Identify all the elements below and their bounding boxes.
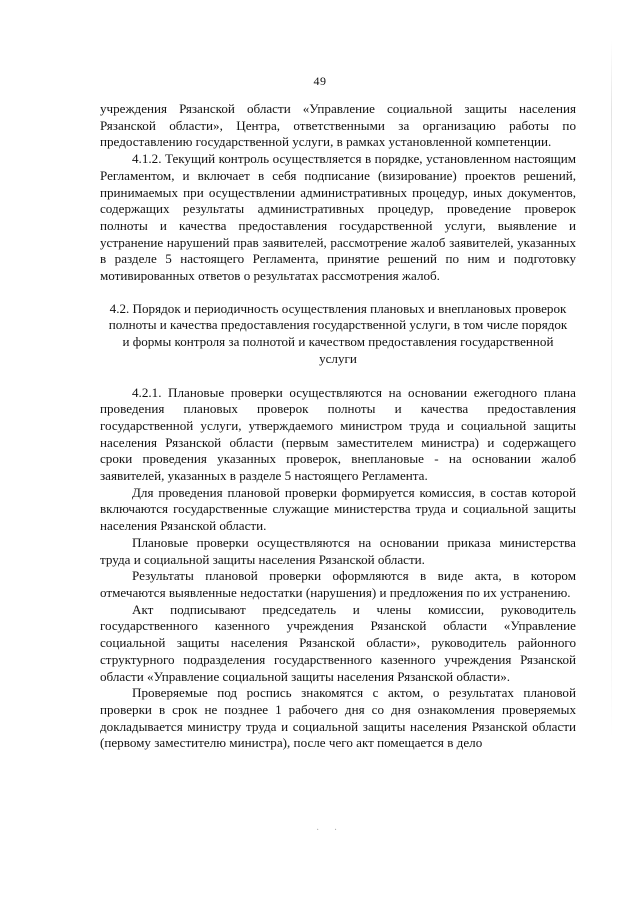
paragraph-4-2-1: 4.2.1. Плановые проверки осуществляются на основании ежегодного плана проведения плановых проверок полноты и качества предоставления государственной услуги, утверждаемого министром труда и социальной защиты населения Рязанской области (первым заместителем министра) и содержащего сроки проведения указанных проверок, внеплановые - на основании жалоб заявителей, указанных в разделе 5 настоящего Регламента. [100,384,576,484]
scan-edge-shadow [611,40,612,740]
paragraph-results-act: Результаты плановой проверки оформляются в виде акта, в котором отмечаются выявленные недостатки (нарушения) и предложения по их устранению. [100,568,576,600]
section-heading-4-2: 4.2. Порядок и периодичность осуществления плановых и внеплановых проверок полноты и качества предоставления государственной услуги, в том числе порядок и формы контроля за полнотой и качеством предоставления государственной услуги [108,300,568,366]
paragraph-act-signatures: Акт подписывают председатель и члены комиссии, руководитель государственного казенного учреждения Рязанской области «Управление социальной защиты населения Рязанской области», руководитель районного структурного подразделения государственного казенного учреждения Рязанской области «Управление социальной защиты населения Рязанской области». [100,601,576,684]
document-body [100,101,576,752]
scan-artifact: · · [316,825,344,836]
paragraph-order-basis: Плановые проверки осуществляются на основании приказа министерства труда и социальной защиты населения Рязанской области. [100,534,576,567]
paragraph-familiarization: Проверяемые под роспись знакомятся с актом, о результатах плановой проверки в срок не позднее 1 рабочего дня со дня ознакомления проверяемых докладывается министру труда и социальной защиты населения Рязанской области (первому заместителю министра), после чего акт помещается в дело [100,685,576,751]
page-number: 49 [313,74,327,88]
paragraph-4-1-2: 4.1.2. Текущий контроль осуществляется в порядке, установленном настоящим Регламентом, и включает в себя подписание (визирование) проектов решений, принимаемых при осуществлении административных процедур, иных документов, содержащих результаты административных процедур, проведение проверок полноты и качества предоставления государственной услуги, выявление и устранение нарушений прав заявителей, рассмотрение жалоб заявителей, указанных в разделе 5 настоящего Регламента, принятие решений по ним и подготовку мотивированных ответов о результатах рассмотрения жалоб. [100,151,576,284]
paragraph-commission: Для проведения плановой проверки формируется комиссия, в состав которой включаются государственные служащие министерства труда и социальной защиты населения Рязанской области. [100,484,576,534]
paragraph-continuation: учреждения Рязанской области «Управление социальной защиты населения Рязанской области», Центра, ответственными за организацию работы по предоставлению государственной услуги, в рамках установленной компетенции. [100,101,576,150]
